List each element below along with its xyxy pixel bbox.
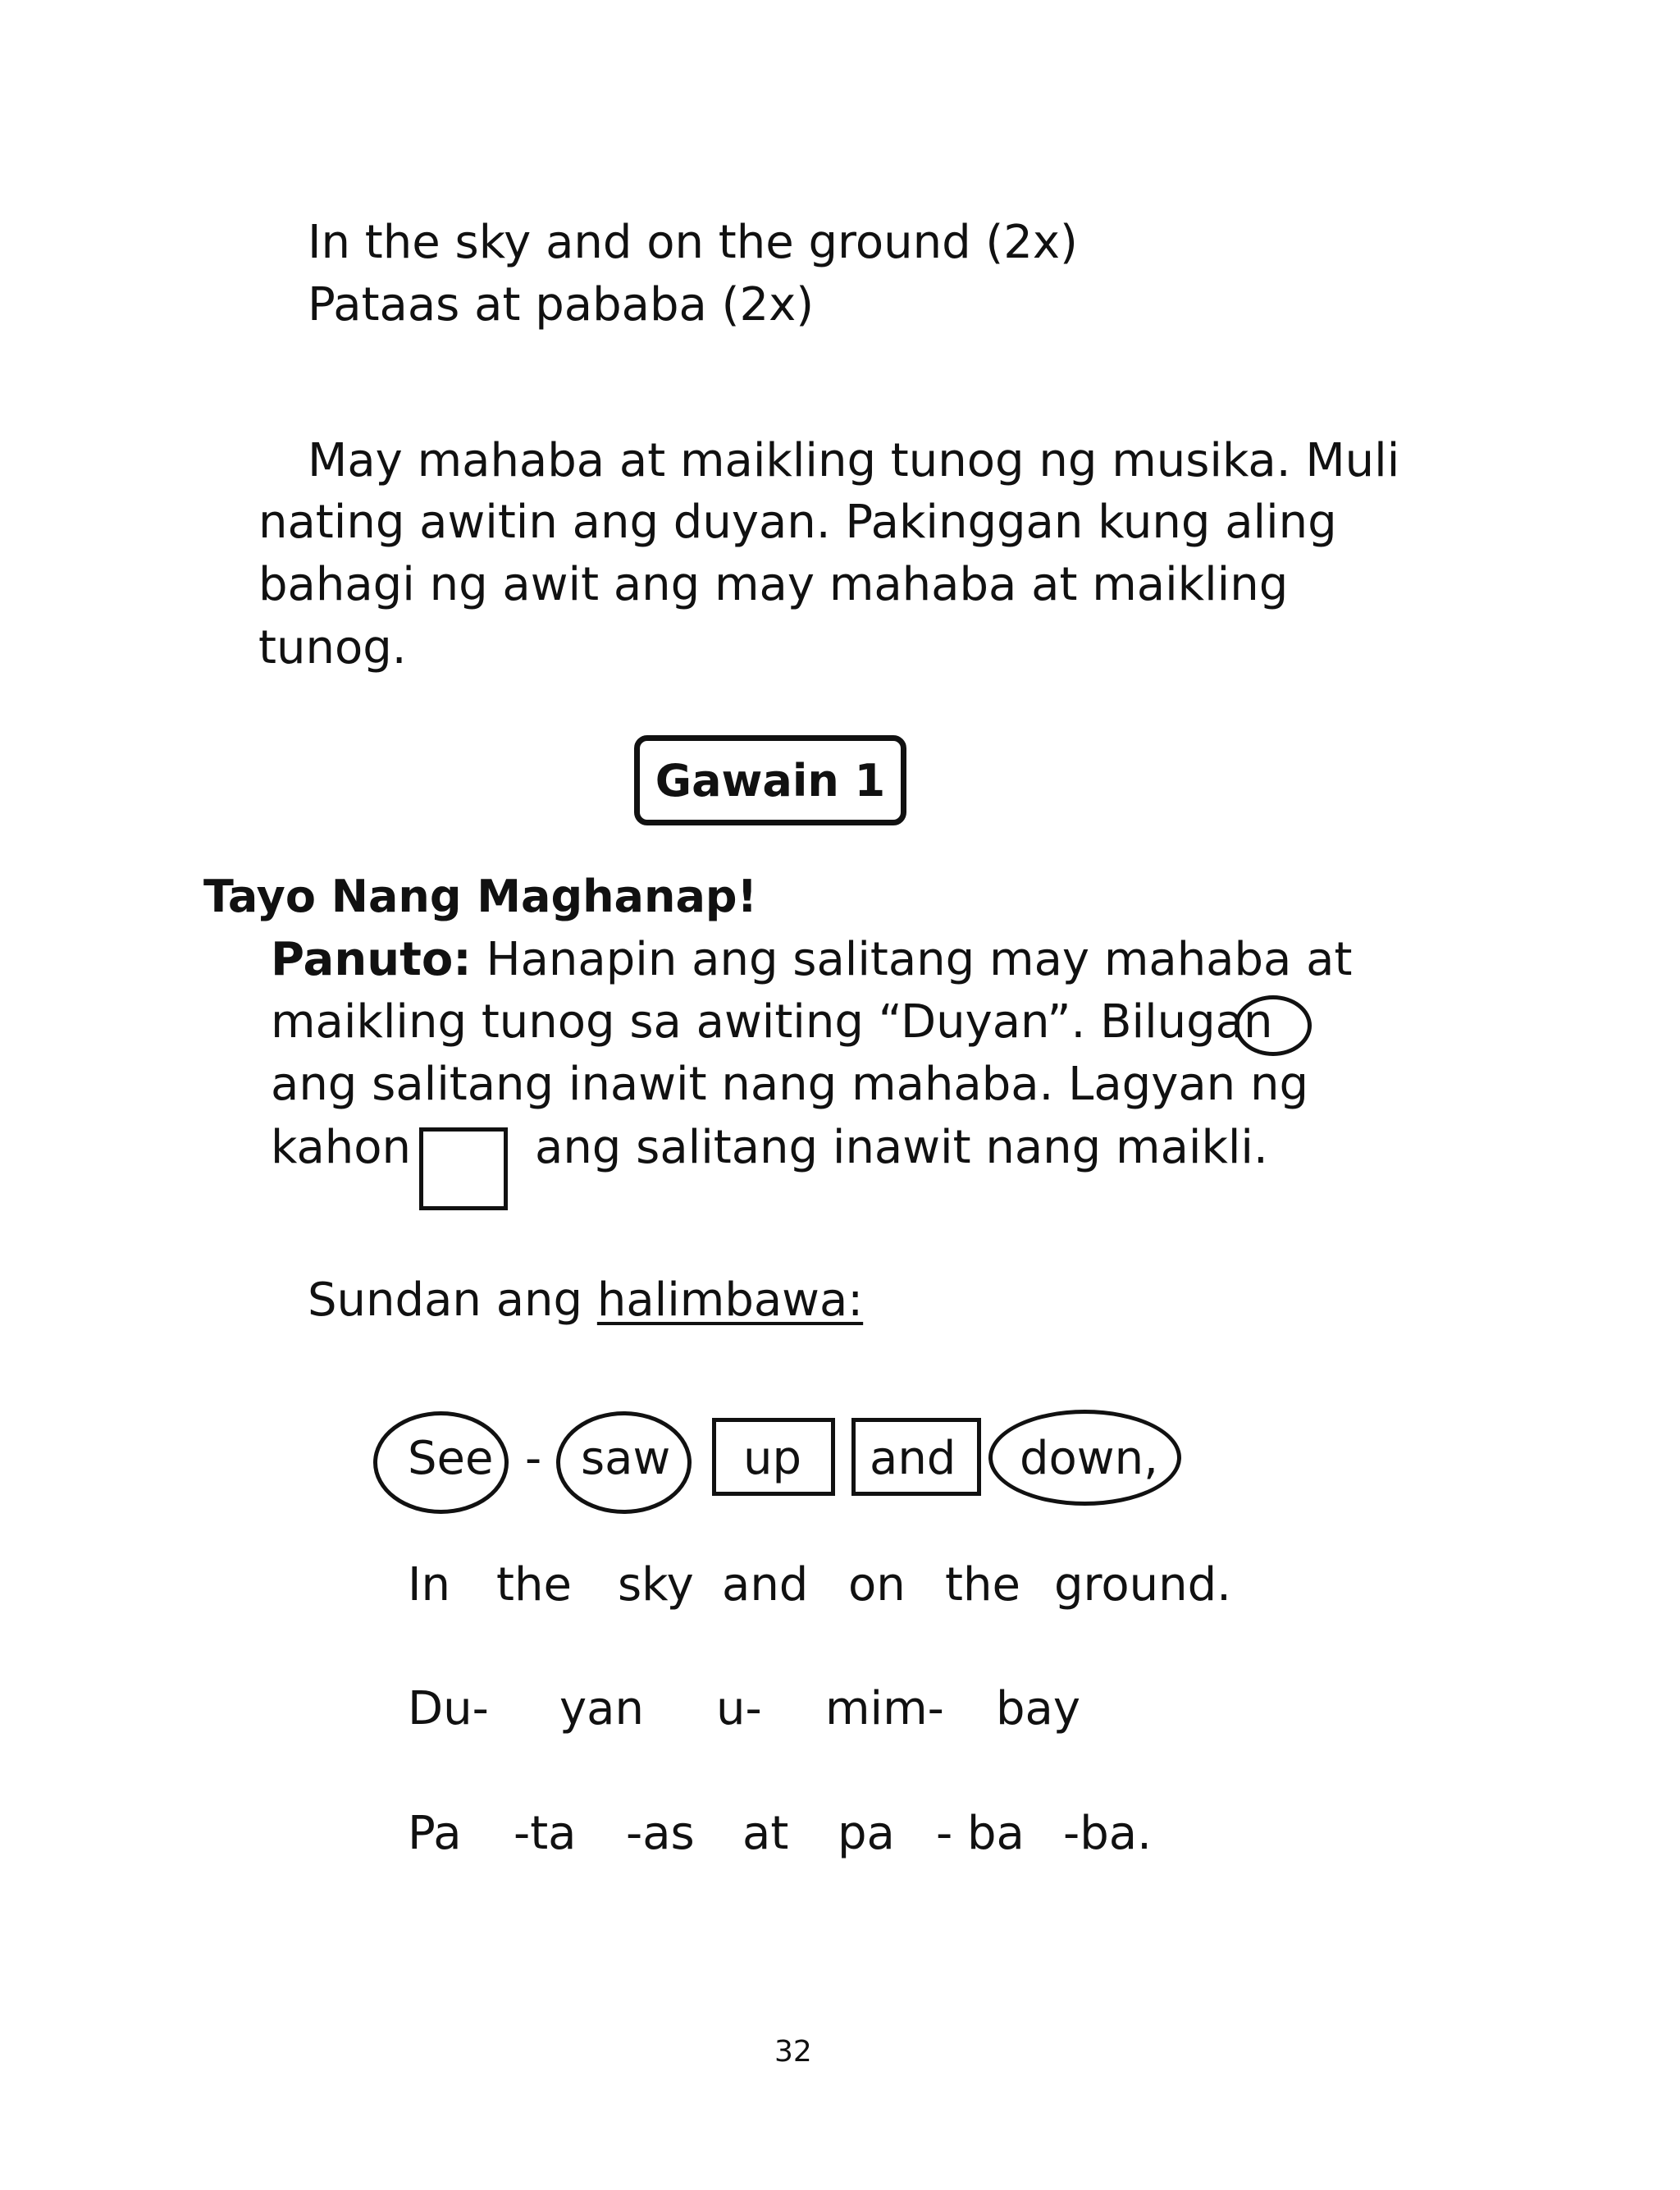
example-word: at [742,1807,789,1860]
example-word: -ta [514,1807,577,1860]
instruction-line-3: ang salitang inawit nang mahaba. Lagyan ng [271,1058,1309,1111]
example-word: In [408,1558,451,1612]
square-symbol [419,1127,508,1210]
example-word: -ba. [1063,1807,1152,1860]
instruction-text-1: Hanapin ang salitang may mahaba at [471,933,1353,986]
example-word: -as [626,1807,695,1860]
example-word: ground. [1054,1558,1231,1612]
instruction-line-4b: ang salitang inawit nang maikli. [535,1121,1268,1174]
example-lead-text: Sundan ang [308,1273,597,1327]
example-word: pa [838,1807,895,1860]
instruction-label: Panuto: [271,933,472,986]
example-word: down, [1020,1432,1158,1485]
example-word: mim- [825,1682,944,1735]
example-word: Du- [408,1682,489,1735]
example-word: See [408,1432,494,1485]
activity-label: Gawain 1 [655,754,886,807]
song-line-2: Pataas at pababa (2x) [308,278,815,331]
example-lead-underlined: halimbawa: [596,1273,864,1327]
paragraph-line-4: tunog. [258,621,407,674]
example-word: the [945,1558,1020,1612]
example-word: yan [559,1682,644,1735]
circle-symbol [1235,995,1312,1056]
example-word: the [496,1558,572,1612]
song-line-1: In the sky and on the ground (2x) [308,216,1078,269]
example-word: on [848,1558,906,1612]
example-word: - [525,1432,542,1485]
example-word: u- [716,1682,762,1735]
example-word: Pa [408,1807,462,1860]
example-lead [308,1273,864,1327]
example-word: sky [618,1558,694,1612]
example-word: - ba [936,1807,1025,1860]
instruction-line-1 [271,933,1353,986]
example-word: and [870,1432,956,1485]
page-number: 32 [774,2035,812,2069]
paragraph-line-1: May mahaba at maikling tunog ng musika. Muli [308,434,1400,487]
paragraph-line-3: bahagi ng awit ang may mahaba at maikling [258,558,1289,611]
activity-title: Tayo Nang Maghanap! [203,871,758,922]
instruction-line-2: maikling tunog sa awiting “Duyan”. Bilugan [271,995,1273,1049]
activity-label-box [634,735,906,825]
instruction-line-4a: kahon [271,1121,412,1174]
example-word: and [722,1558,809,1612]
example-word: bay [996,1682,1081,1735]
paragraph-line-2: nating awitin ang duyan. Pakinggan kung aling [258,496,1337,549]
example-word: up [743,1432,802,1485]
example-word: saw [581,1432,671,1485]
